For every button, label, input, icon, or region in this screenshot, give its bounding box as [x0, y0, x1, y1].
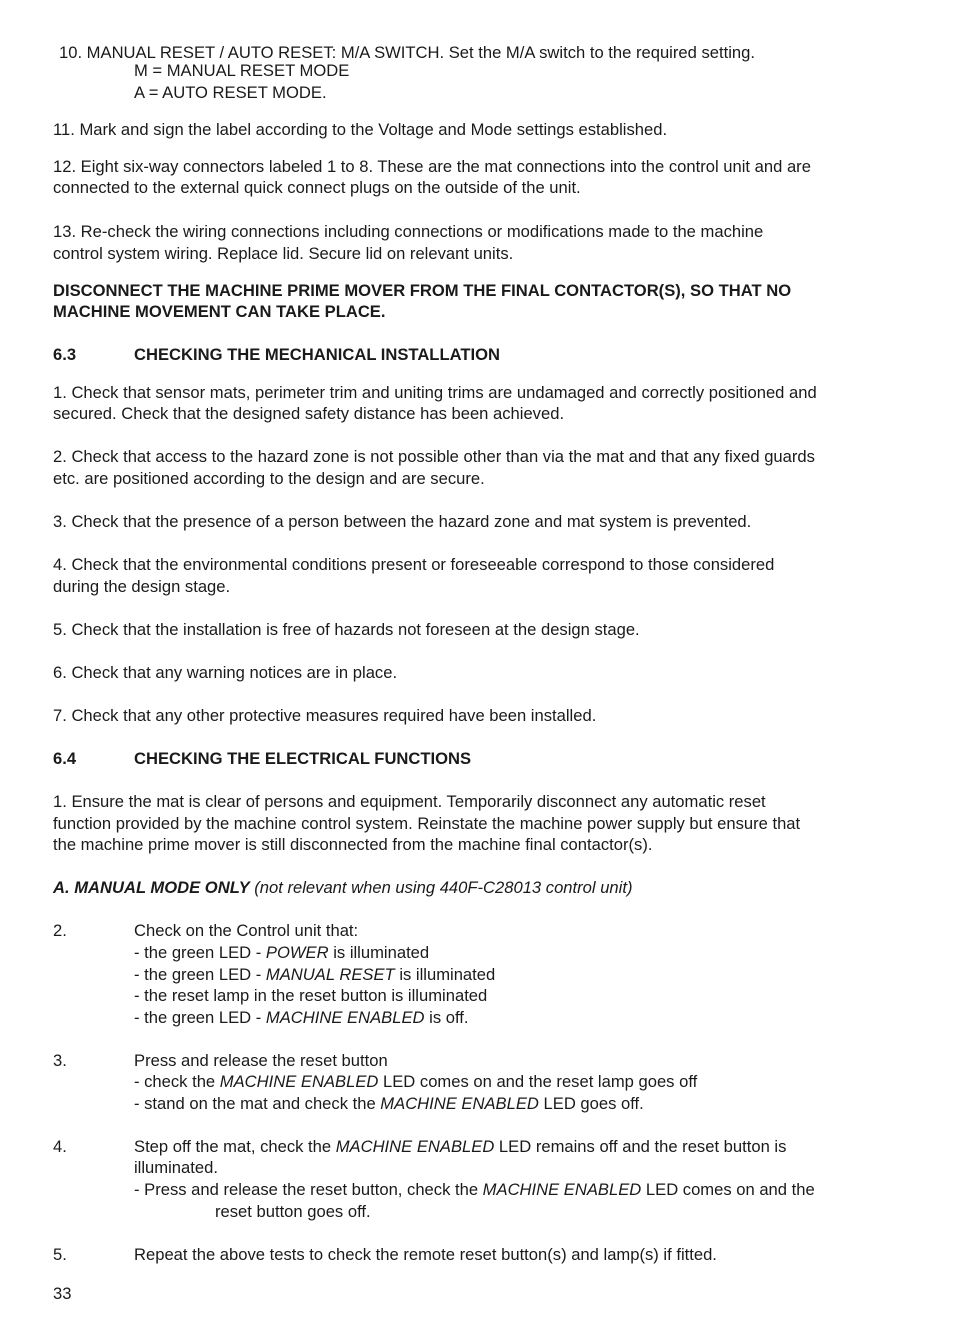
- item13-line1: 13. Re-check the wiring connections including connections or modifications made to the machine: [53, 222, 764, 241]
- item13-line2: control system wiring. Replace lid. Secure lid on relevant units.: [53, 244, 514, 263]
- section-6-4-number: 6.4: [53, 749, 77, 768]
- item10-mode-a: A = AUTO RESET MODE.: [134, 83, 327, 102]
- check-2-line2: etc. are positioned according to the design and are secure.: [53, 469, 485, 488]
- step-5-text: Repeat the above tests to check the remote reset button(s) and lamp(s) if fitted.: [134, 1245, 717, 1264]
- page-number: 33: [53, 1284, 72, 1303]
- manual-mode-heading-line: [53, 877, 632, 899]
- electrical-1-line2: function provided by the machine control system. Reinstate the machine power supply but ensure that: [53, 814, 801, 833]
- check-3: 3. Check that the presence of a person between the hazard zone and mat system is prevented.: [53, 512, 752, 531]
- section-6-4-title: CHECKING THE ELECTRICAL FUNCTIONS: [134, 749, 472, 768]
- check-4-line2: during the design stage.: [53, 577, 231, 596]
- item10-mode-m: M = MANUAL RESET MODE: [134, 61, 350, 80]
- step-2-power-led: - the green LED - POWER is illuminated: [134, 943, 430, 962]
- item10-line1: 10. MANUAL RESET / AUTO RESET: M/A SWITCH. Set the M/A switch to the required setting.: [59, 43, 755, 62]
- check-2-line1: 2. Check that access to the hazard zone is not possible other than via the mat and that any fixed guards: [53, 447, 815, 466]
- step-3-check-a: - check the MACHINE ENABLED LED comes on and the reset lamp goes off: [134, 1072, 698, 1091]
- step-4-number: 4.: [53, 1137, 67, 1156]
- step-4-line1: Step off the mat, check the MACHINE ENABLED LED remains off and the reset button is: [134, 1137, 787, 1156]
- manual-mode-note: (not relevant when using 440F-C28013 control unit): [249, 878, 633, 897]
- check-7: 7. Check that any other protective measures required have been installed.: [53, 706, 597, 725]
- step-2-intro: Check on the Control unit that:: [134, 921, 359, 940]
- electrical-1-line3: the machine prime mover is still disconnected from the machine final contactor(s).: [53, 835, 653, 854]
- step-4-line4: reset button goes off.: [215, 1202, 371, 1221]
- section-6-3-title: CHECKING THE MECHANICAL INSTALLATION: [134, 345, 500, 364]
- item11: 11. Mark and sign the label according to the Voltage and Mode settings established.: [53, 120, 668, 139]
- item12-line2: connected to the external quick connect plugs on the outside of the unit.: [53, 178, 581, 197]
- step-2-machine-enabled-led: - the green LED - MACHINE ENABLED is off.: [134, 1008, 469, 1027]
- manual-mode-heading: A. MANUAL MODE ONLY: [53, 878, 250, 897]
- step-2-number: 2.: [53, 921, 67, 940]
- check-4-line1: 4. Check that the environmental conditions present or foreseeable correspond to those considered: [53, 555, 775, 574]
- step-2-reset-lamp: - the reset lamp in the reset button is illuminated: [134, 986, 488, 1005]
- check-1-line1: 1. Check that sensor mats, perimeter trim and uniting trims are undamaged and correctly positioned and: [53, 383, 817, 402]
- check-5: 5. Check that the installation is free of hazards not foreseen at the design stage.: [53, 620, 640, 639]
- section-6-3-number: 6.3: [53, 345, 77, 364]
- step-4-line2: illuminated.: [134, 1158, 218, 1177]
- step-3-check-b: - stand on the mat and check the MACHINE ENABLED LED goes off.: [134, 1094, 644, 1113]
- warning-line2: MACHINE MOVEMENT CAN TAKE PLACE.: [53, 302, 386, 321]
- step-4-line3: - Press and release the reset button, check the MACHINE ENABLED LED comes on and the: [134, 1180, 815, 1199]
- step-3-intro: Press and release the reset button: [134, 1051, 388, 1070]
- item12-line1: 12. Eight six-way connectors labeled 1 to 8. These are the mat connections into the control unit and are: [53, 157, 811, 176]
- step-3-number: 3.: [53, 1051, 67, 1070]
- step-5-number: 5.: [53, 1245, 67, 1264]
- step-2-manual-reset-led: - the green LED - MANUAL RESET is illuminated: [134, 965, 496, 984]
- warning-line1: DISCONNECT THE MACHINE PRIME MOVER FROM THE FINAL CONTACTOR(S), SO THAT NO: [53, 281, 792, 300]
- check-6: 6. Check that any warning notices are in place.: [53, 663, 398, 682]
- electrical-1-line1: 1. Ensure the mat is clear of persons and equipment. Temporarily disconnect any automatic reset: [53, 792, 766, 811]
- check-1-line2: secured. Check that the designed safety distance has been achieved.: [53, 404, 565, 423]
